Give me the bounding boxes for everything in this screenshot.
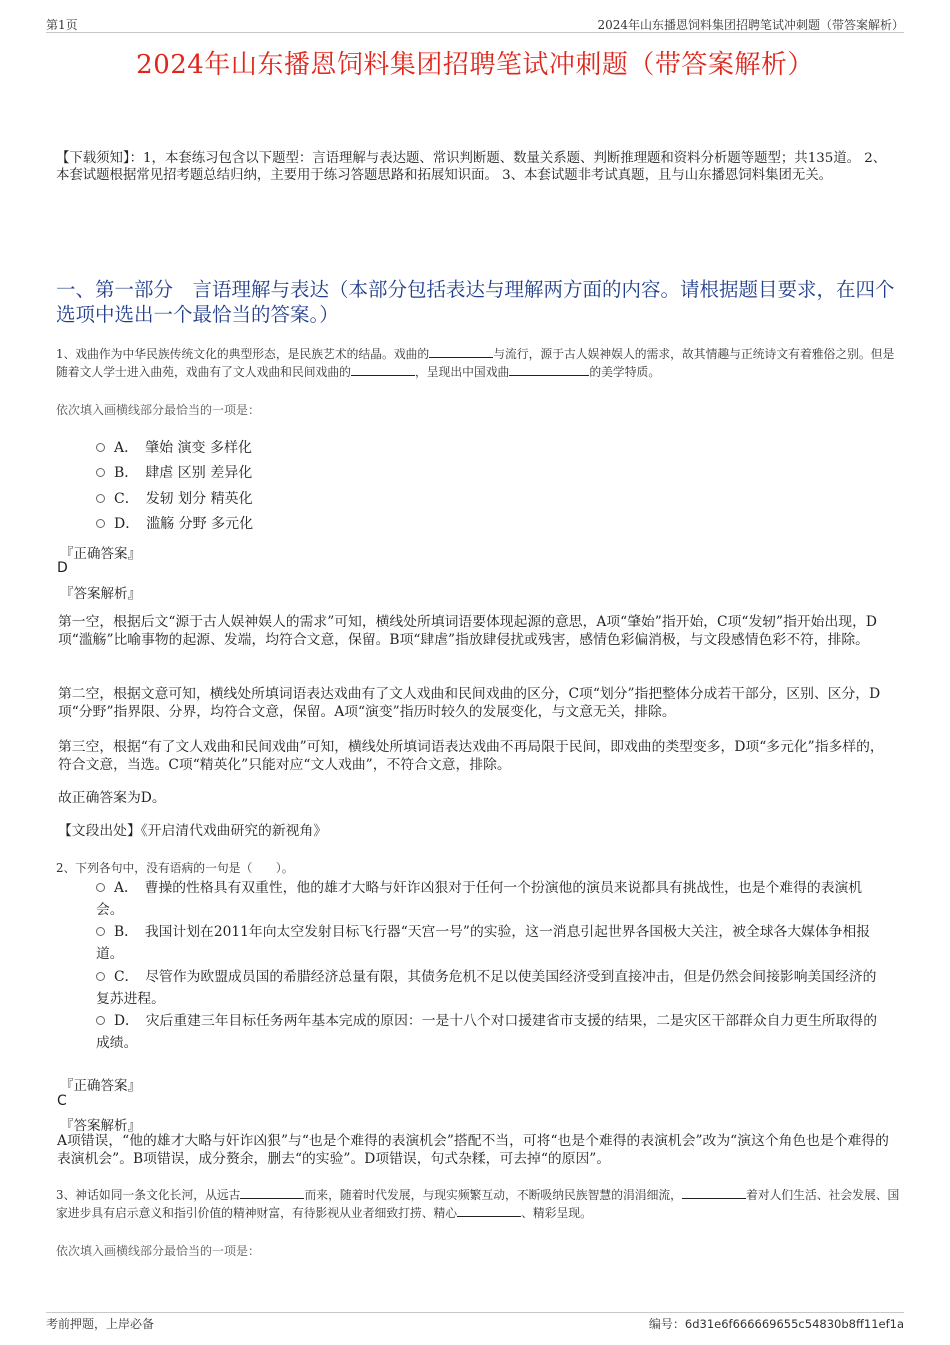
q1-option-a[interactable]: A． 肇始 演变 多样化	[96, 437, 252, 457]
page-header	[46, 14, 904, 33]
blank-3	[457, 1205, 521, 1217]
question-3-instruction: 依次填入画横线部分最恰当的一项是：	[56, 1244, 261, 1258]
q1-analysis-label: 『答案解析』	[60, 586, 141, 602]
blank-2	[682, 1187, 746, 1199]
q2-answer-label: 『正确答案』	[60, 1078, 141, 1094]
q1-option-c[interactable]: C． 发轫 划分 精英化	[96, 488, 253, 508]
q2-option-c[interactable]: C． 尽管作为欧盟成员国的希腊经济总量有限，其债务危机不足以使美国经济受到直接冲击，但是仍然会间接影响美国经济的复苏进程。	[96, 969, 877, 1007]
q1-answer: D	[57, 560, 68, 576]
page-number: 第1页	[46, 18, 78, 32]
section-heading: 一、第一部分 言语理解与表达（本部分包括表达与理解两方面的内容。请根据题目要求，在四个选项中选出一个最恰当的答案。）	[56, 278, 895, 326]
q1-source: 【文段出处】《开启清代戏曲研究的新视角》	[58, 823, 328, 839]
q1-analysis-para-2: 第二空，根据文意可知，横线处所填词语表达戏曲有了文人戏曲和民间戏曲的区分，C项“划分”指把整体分成若干部分，区别、区分，D项“分野”指界限、分界，均符合文意，保留。A项“演变”指历时较久的发展变化，与文意无关，排除。	[58, 686, 881, 720]
question-3-stem: 3、神话如同一条文化长河，从远古 而来，随着时代发展，与现实频繁互动，不断吸纳民族智慧的涓涓细流， 着对人们生活、社会发展、国家进步具有启示意义和指引价值的精神财富，有待影视从业者细致打捞、精心 、精彩呈现。	[56, 1188, 900, 1220]
q2-analysis-label: 『答案解析』	[60, 1118, 141, 1134]
radio-icon[interactable]	[96, 1016, 105, 1025]
blank-1	[429, 346, 493, 358]
q2-option-b[interactable]: B． 我国计划在2011年向太空发射目标飞行器“天宫一号”的实验，这一消息引起世界各国极大关注，被全球各大媒体争相报道。	[96, 924, 871, 962]
blank-1	[240, 1187, 304, 1199]
radio-icon[interactable]	[96, 883, 105, 892]
footer-slogan: 考前押题，上岸必备	[46, 1317, 155, 1331]
question-2-stem: 2、下列各句中，没有语病的一句是（ ）。	[56, 861, 294, 875]
header-doc-title: 2024年山东播恩饲料集团招聘笔试冲刺题（带答案解析）	[597, 18, 904, 32]
page-footer	[46, 1312, 904, 1333]
q2-analysis: A项错误，“他的雄才大略与奸诈凶狠”与“也是个难得的表演机会”搭配不当，可将“也是个难得的表演机会”改为“演这个角色也是个难得的表演机会”。B项错误，成分赘余，删去“的实验”。D项错误，句式杂糅，可去掉“的原因”。	[57, 1133, 889, 1167]
download-notice: 【下载须知】：1，本套练习包含以下题型：言语理解与表达题、常识判断题、数量关系题、判断推理题和资料分析题等题型；共135道。 2、本套试题根据常见招考题总结归纳，主要用于练习答题思路和拓展知识面。 3、本套试题非考试真题，且与山东播恩饲料集团无关。	[56, 151, 887, 183]
q1-analysis-para-3: 第三空，根据“有了文人戏曲和民间戏曲”可知，横线处所填词语表达戏曲不再局限于民间，即戏曲的类型变多，D项“多元化”指多样的，符合文意，当选。C项“精英化”只能对应“文人戏曲”，不符合文意，排除。	[58, 739, 884, 773]
radio-icon[interactable]	[96, 927, 105, 936]
q1-analysis-para-1: 第一空，根据后文“源于古人娱神娱人的需求”可知，横线处所填词语要体现起源的意思，A项“肇始”指开始，C项“发轫”指开始出现，D项“滥觞”比喻事物的起源、发端，均符合文意，保留。B项“肆虐”指放肆侵扰或残害，感情色彩偏消极，与文段感情色彩不符，排除。	[58, 614, 877, 648]
document-title: 2024年山东播恩饲料集团招聘笔试冲刺题（带答案解析）	[136, 50, 814, 80]
radio-icon[interactable]	[96, 494, 105, 503]
q1-option-d[interactable]: D． 滥觞 分野 多元化	[96, 513, 253, 533]
footer-code: 编号：6d31e6f666669655c54830b8ff11ef1a	[648, 1317, 904, 1331]
radio-icon[interactable]	[96, 443, 105, 452]
blank-3	[509, 364, 589, 376]
question-1-instruction: 依次填入画横线部分最恰当的一项是：	[56, 403, 261, 417]
radio-icon[interactable]	[96, 972, 105, 981]
q2-option-d[interactable]: D． 灾后重建三年目标任务两年基本完成的原因：一是十八个对口援建省市支援的结果，二是灾区干部群众自力更生所取得的成绩。	[96, 1013, 877, 1051]
q2-option-a[interactable]: A． 曹操的性格具有双重性，他的雄才大略与奸诈凶狠对于任何一个扮演他的演员来说都具有挑战性，也是个难得的表演机会。	[96, 880, 863, 918]
question-1-stem: 1、戏曲作为中华民族传统文化的典型形态，是民族艺术的结晶。戏曲的 与流行，源于古人娱神娱人的需求，故其情趣与正统诗文有着雅俗之别。但是随着文人学士进入曲苑，戏曲有了文人戏曲和民间戏曲的 ，呈现出中国戏曲 的美学特质。	[56, 347, 895, 379]
radio-icon[interactable]	[96, 519, 105, 528]
blank-2	[351, 364, 415, 376]
radio-icon[interactable]	[96, 468, 105, 477]
q1-option-b[interactable]: B． 肆虐 区别 差异化	[96, 462, 252, 482]
q1-answer-label: 『正确答案』	[60, 546, 141, 562]
q1-analysis-conclusion: 故正确答案为D。	[58, 790, 166, 806]
q2-answer: C	[57, 1093, 67, 1109]
